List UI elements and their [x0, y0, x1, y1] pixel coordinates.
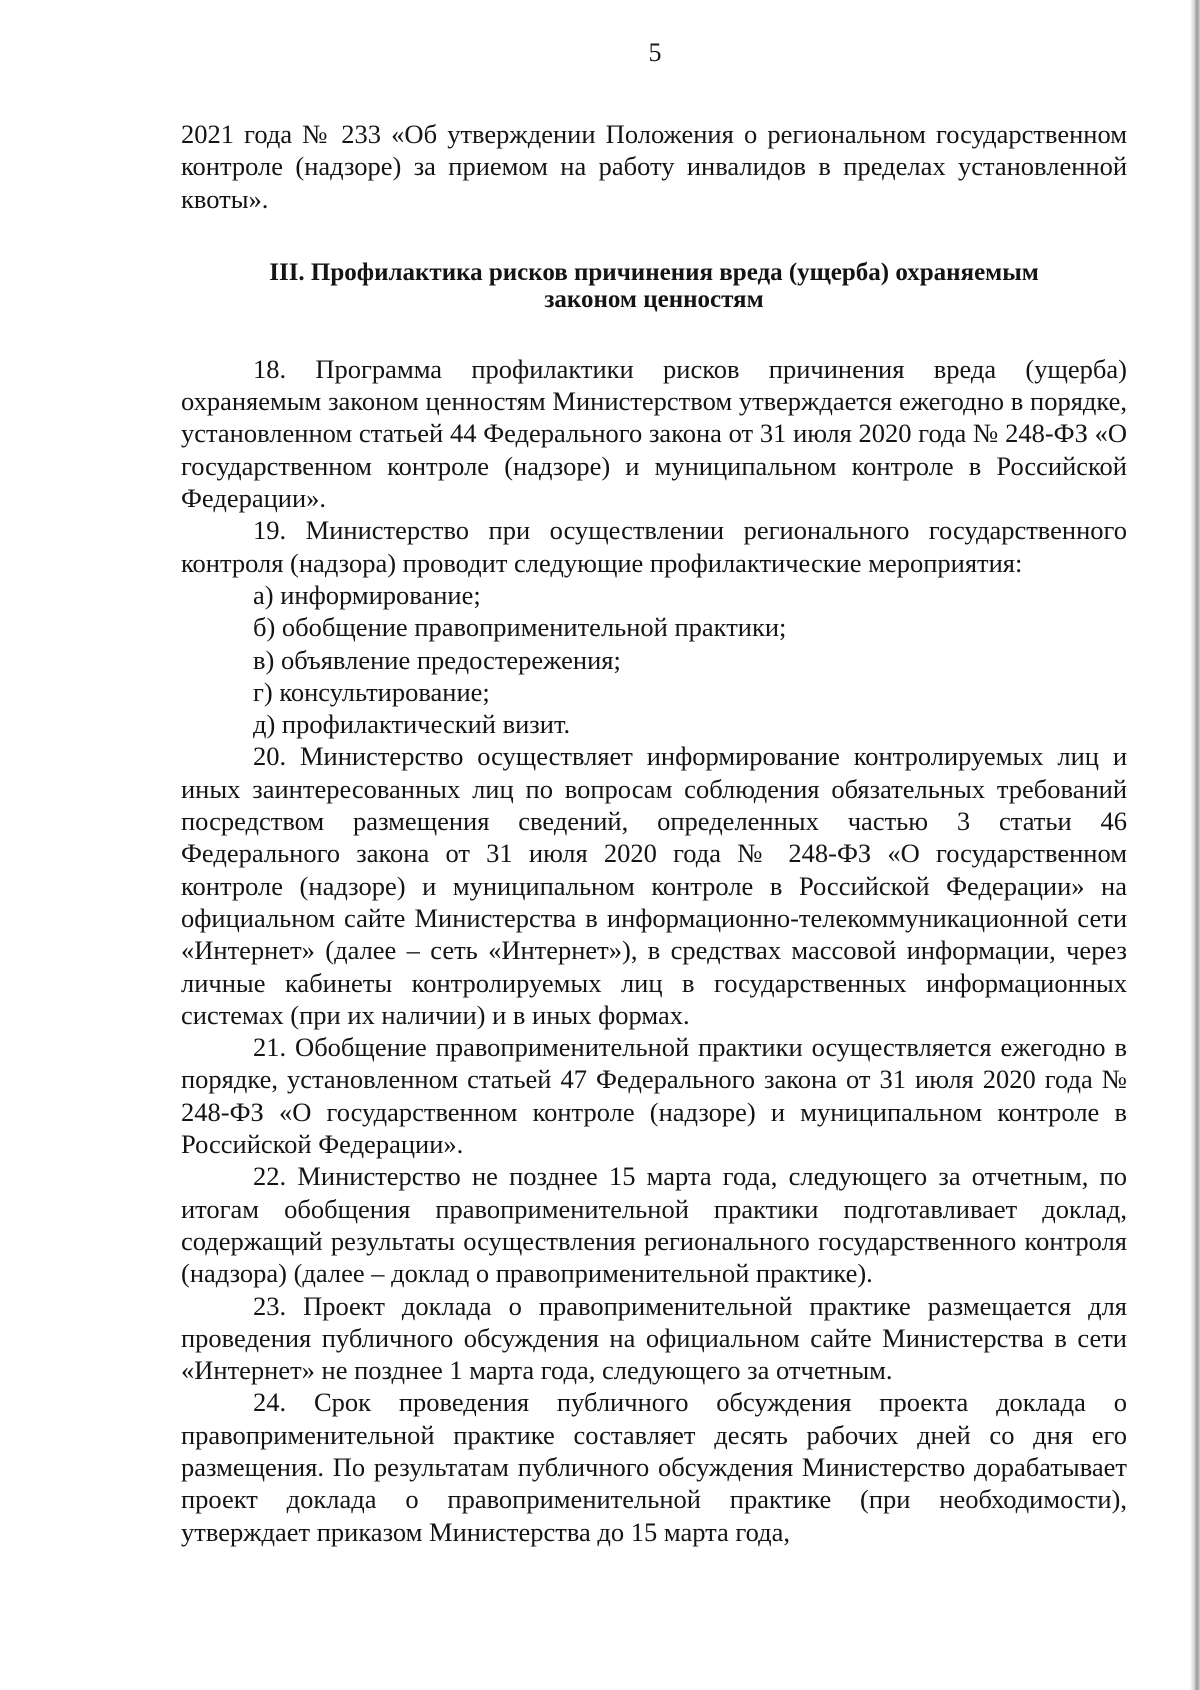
paragraph-intro: 2021 года № 233 «Об утверждении Положения о региональном государственном контроле (надзоре) за приемом на работу инвалидов в пределах установленной квоты».: [181, 119, 1127, 214]
list-item: д) профилактический визит.: [253, 709, 571, 740]
paragraph-24: 24. Срок проведения публичного обсуждения проекта доклада о правоприменительной практике составляет десять рабочих дней со дня его размещения. По результатам публичного обсуждения Министерство дорабатывает проект доклада о правоприменительной практике (при необходимости), утверждает приказом Министерства до 15 марта года,: [181, 1387, 1127, 1547]
list-item: г) консультирование;: [253, 676, 490, 707]
paragraph-22: 22. Министерство не позднее 15 марта года, следующего за отчетным, по итогам обобщения правоприменительной практики подготавливает доклад, содержащий результаты осуществления регионального государственного контроля (надзора) (далее – доклад о правоприменительной практике).: [181, 1161, 1127, 1289]
paragraph-21: 21. Обобщение правоприменительной практики осуществляется ежегодно в порядке, установленном статьей 47 Федерального закона от 31 июля 2020 года № 248-ФЗ «О государственном контроле (надзоре) и муниципальном контроле в Российской Федерации».: [181, 1032, 1127, 1160]
list-item: б) обобщение правоприменительной практики;: [253, 612, 787, 643]
measures-list: [181, 579, 1127, 740]
paragraph-23: 23. Проект доклада о правоприменительной практике размещается для проведения публичного обсуждения на официальном сайте Министерства в сети «Интернет» не позднее 1 марта года, следующего за отчетным.: [181, 1290, 1127, 1386]
paragraph-19: 19. Министерство при осуществлении регионального государственного контроля (надзора) проводит следующие профилактические мероприятия:: [181, 515, 1127, 578]
section-heading-line-1: III. Профилактика рисков причинения вреда (ущерба) охраняемым: [269, 258, 1039, 286]
page-number: 5: [648, 38, 662, 67]
list-item: а) информирование;: [253, 579, 481, 610]
paragraph-18: 18. Программа профилактики рисков причинения вреда (ущерба) охраняемым законом ценностям Министерством утверждается ежегодно в порядке, установленном статьей 44 Федерального закона от 31 июля 2020 года № 248-ФЗ «О государственном контроле (надзоре) и муниципальном контроле в Российской Федерации».: [181, 353, 1127, 514]
list-item: в) объявление предостережения;: [253, 644, 621, 675]
section-heading: [181, 259, 1127, 313]
scan-edge-shadow: [1190, 0, 1200, 1690]
section-heading-line-2: законом ценностям: [544, 285, 764, 313]
paragraph-20: 20. Министерство осуществляет информирование контролируемых лиц и иных заинтересованных лиц по вопросам соблюдения обязательных требований посредством размещения сведений, определенных частью 3 статьи 46 Федерального закона от 31 июля 2020 года № 248-ФЗ «О государственном контроле (надзоре) и муниципальном контроле в Российской Федерации» на официальном сайте Министерства в информационно-телекоммуникационной сети «Интернет» (далее – сеть «Интернет»), в средствах массовой информации, через личные кабинеты контролируемых лиц в государственных информационных системах (при их наличии) и в иных формах.: [181, 741, 1127, 1030]
document-body: [181, 118, 1127, 1548]
